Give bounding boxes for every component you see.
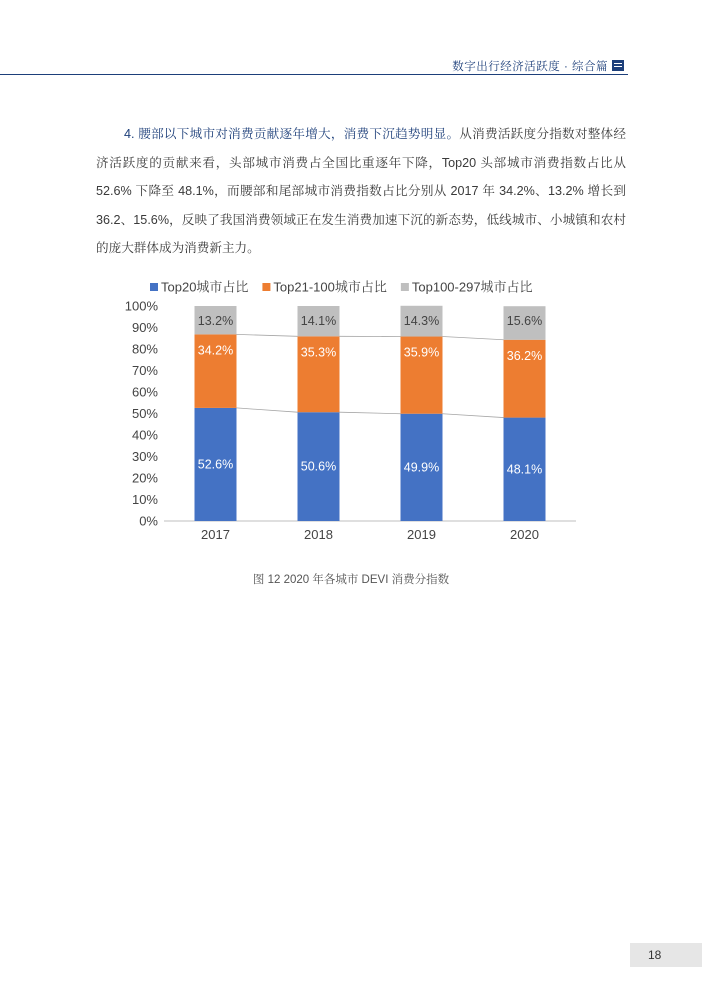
- data-label: 49.9%: [403, 460, 440, 475]
- data-label: 15.6%: [506, 314, 543, 329]
- y-tick-label: 20%: [131, 470, 158, 486]
- legend-label: Top100-297城市占比: [411, 279, 533, 295]
- header-rule: [0, 74, 628, 75]
- y-tick-label: 60%: [131, 384, 158, 400]
- body-lead: 4. 腰部以下城市对消费贡献逐年增大，消费下沉趋势明显。: [124, 127, 460, 141]
- data-label: 52.6%: [197, 457, 234, 472]
- y-tick-label: 30%: [131, 449, 158, 464]
- legend-swatch: [150, 283, 158, 291]
- data-label: 13.2%: [197, 314, 234, 328]
- x-tick-label: 2018: [304, 527, 333, 542]
- x-tick-label: 2017: [201, 527, 230, 542]
- legend-label: Top21-100城市占比: [273, 279, 387, 295]
- data-label: 14.1%: [300, 314, 337, 328]
- y-tick-label: 90%: [131, 320, 158, 335]
- y-tick-label: 100%: [124, 298, 158, 314]
- data-label: 35.9%: [403, 345, 440, 360]
- y-tick-label: 40%: [131, 427, 158, 443]
- y-tick-label: 70%: [131, 363, 158, 378]
- header-title: 数字出行经济活跃度 · 综合篇: [452, 61, 608, 73]
- series-line: [443, 337, 504, 340]
- series-line: [237, 334, 298, 336]
- data-label: 48.1%: [506, 462, 543, 477]
- body-paragraph: [96, 120, 626, 263]
- page-number: 18: [648, 948, 662, 962]
- series-line: [340, 412, 401, 414]
- y-tick-label: 10%: [131, 492, 158, 507]
- data-label: 14.3%: [403, 313, 440, 328]
- header-book-icon: [612, 60, 624, 71]
- body-text: 从消费活跃度分指数对整体经济活跃度的贡献来看，头部城市消费占全国比重逐年下降，Top20 头部城市消费指数占比从 52.6% 下降至 48.1%，而腰部和尾部城市消费指数占比分别从 2017 年 34.2%、13.2% 增长到 36.2、15.6%，反映了我国消费领域正在发生消费加速下沉的新态势，低线城市、小城镇和农村的庞大群体成为消费新主力。: [96, 127, 626, 255]
- x-tick-label: 2020: [510, 527, 539, 542]
- x-tick-label: 2019: [407, 527, 436, 542]
- series-line: [443, 414, 504, 418]
- series-line: [237, 408, 298, 412]
- data-label: 36.2%: [506, 348, 543, 363]
- y-tick-label: 80%: [131, 341, 158, 357]
- page-number-box: [630, 943, 702, 967]
- figure-caption: 图 12 2020 年各城市 DEVI 消费分指数: [252, 574, 450, 586]
- data-label: 50.6%: [300, 459, 337, 474]
- y-tick-label: 50%: [131, 406, 158, 421]
- stacked-bar-chart: [0, 270, 702, 560]
- data-label: 35.3%: [300, 345, 337, 360]
- legend-label: Top20城市占比: [161, 279, 249, 295]
- y-tick-label: 0%: [139, 513, 158, 529]
- legend-swatch: [401, 283, 409, 291]
- data-label: 34.2%: [197, 343, 234, 358]
- legend-swatch: [262, 283, 270, 291]
